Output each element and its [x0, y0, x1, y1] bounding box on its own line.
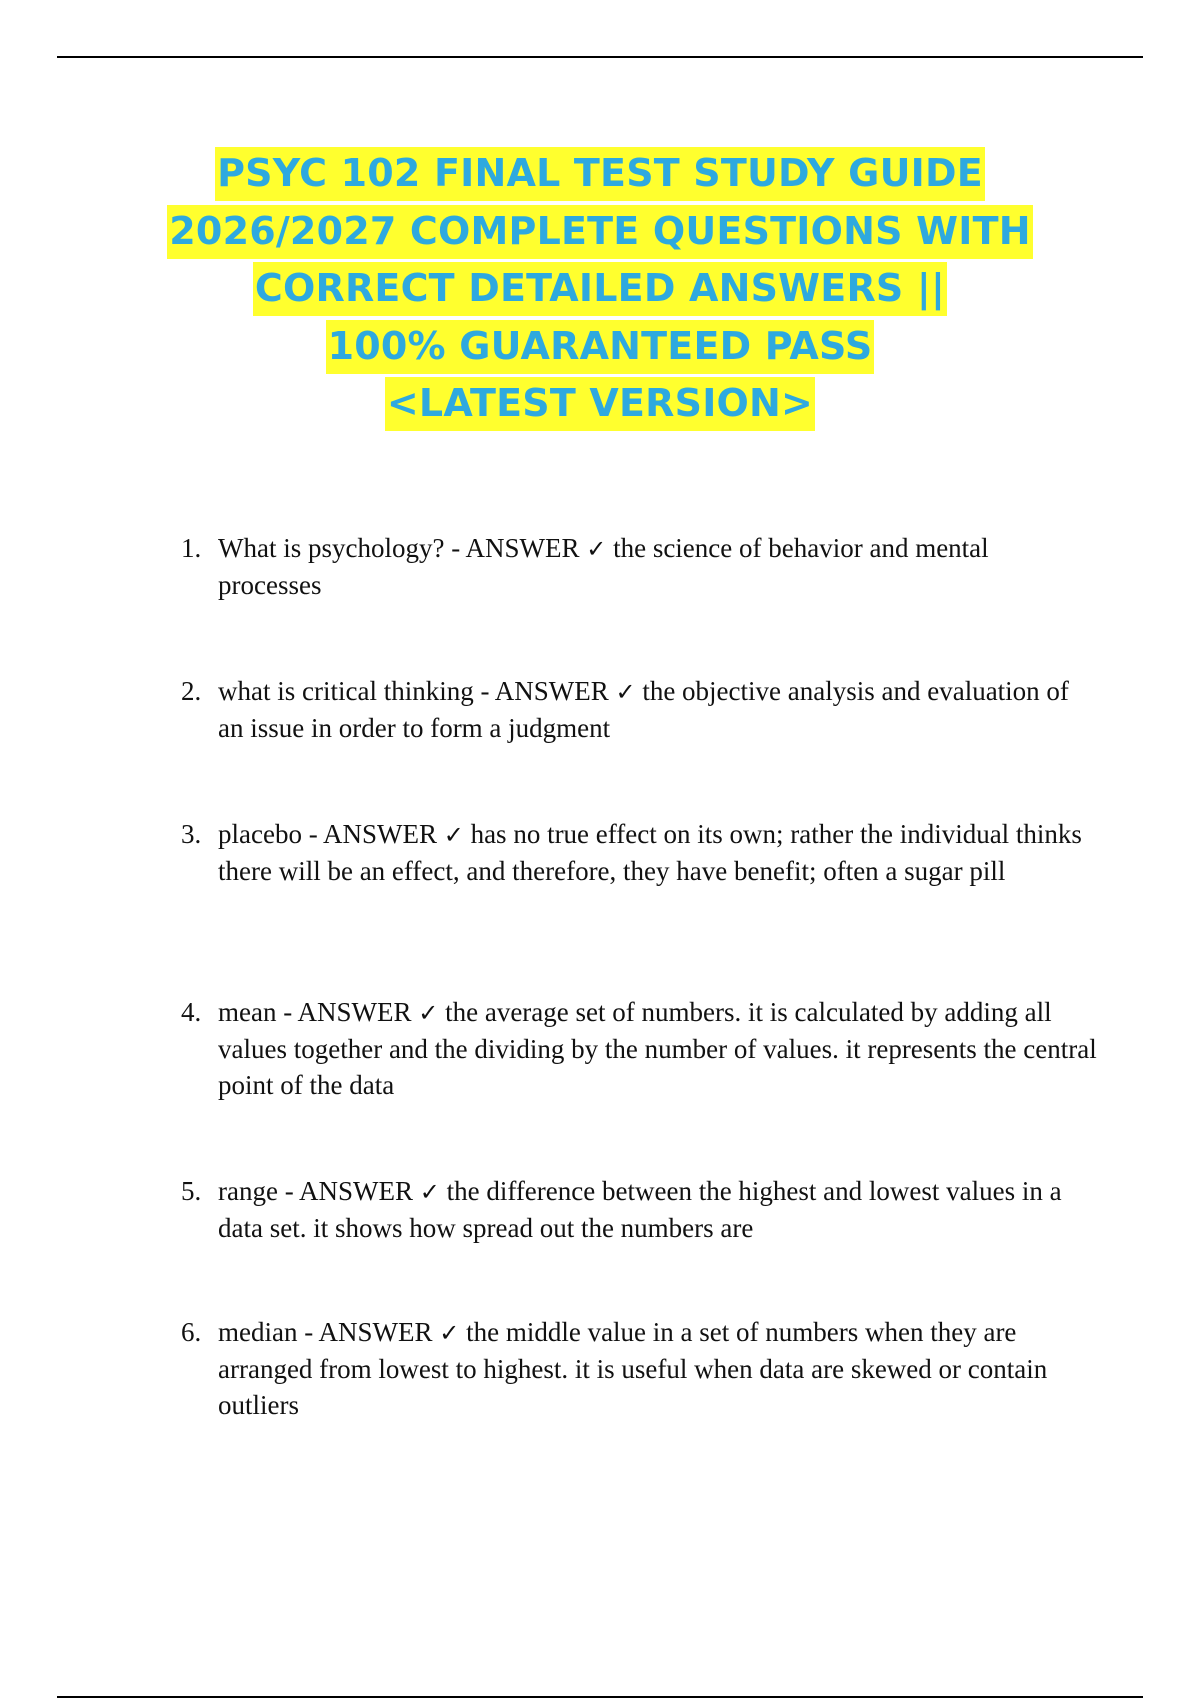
checkmark-icon: ✓ [586, 535, 607, 563]
item-text [218, 530, 1098, 603]
checkmark-icon: ✓ [443, 821, 464, 849]
answer-label: ANSWER [318, 1317, 433, 1347]
checkmark-icon: ✓ [615, 678, 636, 706]
question-text: what is critical thinking - [218, 676, 495, 706]
title-line: 2026/2027 COMPLETE QUESTIONS WITH [167, 205, 1032, 259]
question-text: median - [218, 1317, 319, 1347]
item-number: 2. [181, 676, 202, 706]
answer-text: the difference between the highest and lowest values in a data set. it shows how spread out the numbers are [218, 1176, 1062, 1243]
answer-text: has no true effect on its own; rather the individual thinks there will be an effect, and therefore, they have benefit; often a sugar pill [218, 819, 1082, 886]
item-text [218, 994, 1098, 1103]
item-text [218, 1173, 1098, 1246]
answer-label: ANSWER [297, 997, 412, 1027]
footer-rule [57, 1696, 1143, 1698]
item-number: 5. [181, 1176, 202, 1206]
answer-text: the average set of numbers. it is calculated by adding all values together and the dividing by the number of values. it represents the central point of the data [218, 997, 1097, 1100]
document-title [60, 145, 1140, 433]
item-number: 3. [181, 819, 202, 849]
checkmark-icon: ✓ [419, 1178, 440, 1206]
answer-text: the objective analysis and evaluation of an issue in order to form a judgment [218, 676, 1069, 743]
answer-text: the science of behavior and mental processes [218, 533, 989, 600]
question-text: mean - [218, 997, 298, 1027]
header-rule [57, 56, 1143, 58]
answer-label: ANSWER [322, 819, 437, 849]
item-number: 1. [181, 533, 202, 563]
title-line: <LATEST VERSION> [385, 377, 815, 431]
title-line: 100% GUARANTEED PASS [326, 320, 875, 374]
answer-label: ANSWER [465, 533, 580, 563]
checkmark-icon: ✓ [418, 999, 439, 1027]
item-number: 6. [181, 1317, 202, 1347]
item-text [218, 673, 1098, 746]
checkmark-icon: ✓ [439, 1319, 460, 1347]
question-text: range - [218, 1176, 299, 1206]
item-text [218, 816, 1098, 889]
item-text [218, 1314, 1098, 1423]
item-number: 4. [181, 997, 202, 1027]
title-line: CORRECT DETAILED ANSWERS || [253, 262, 947, 316]
question-text: What is psychology? - [218, 533, 466, 563]
answer-text: the middle value in a set of numbers when they are arranged from lowest to highest. it is useful when data are skewed or contain outliers [218, 1317, 1048, 1420]
question-text: placebo - [218, 819, 323, 849]
title-line: PSYC 102 FINAL TEST STUDY GUIDE [215, 147, 985, 201]
answer-label: ANSWER [298, 1176, 413, 1206]
answer-label: ANSWER [494, 676, 609, 706]
